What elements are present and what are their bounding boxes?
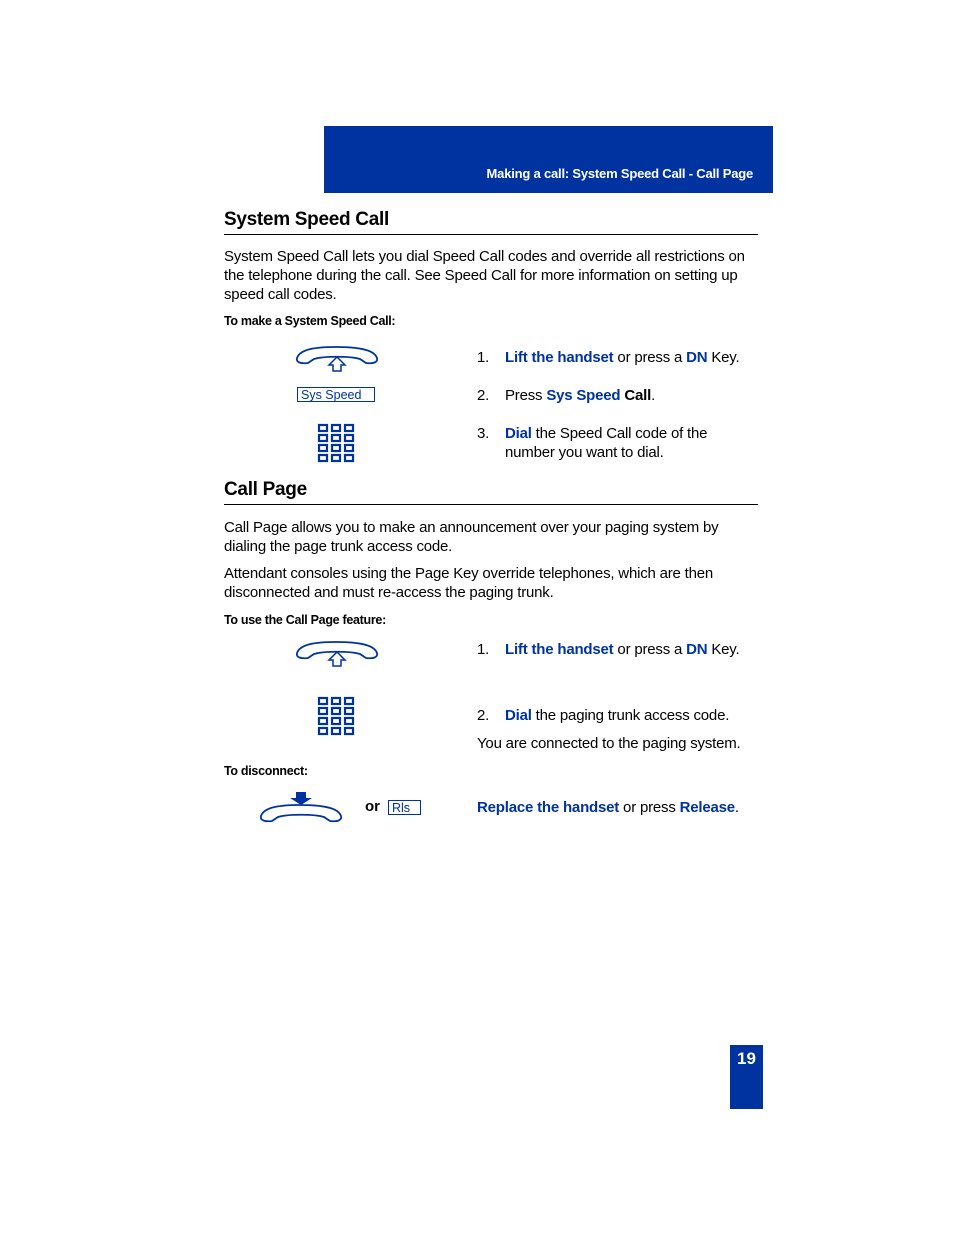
- rls-key[interactable]: Rls: [388, 800, 421, 815]
- dn-key-link[interactable]: DN: [686, 641, 708, 658]
- dial-link[interactable]: Dial: [505, 707, 532, 724]
- lift-handset-link[interactable]: Lift the handset: [505, 641, 614, 658]
- dialpad-icon: [317, 696, 357, 736]
- section-intro-2: Attendant consoles using the Page Key override telephones, which are then disconnected and must re-access the paging trunk.: [224, 565, 714, 601]
- subheading: To disconnect:: [224, 764, 308, 778]
- subheading: To use the Call Page feature:: [224, 613, 386, 627]
- step-3: 3. Dial the Speed Call code of the number you want to dial.: [477, 425, 708, 461]
- dn-key-link[interactable]: DN: [686, 349, 708, 366]
- handset-lift-icon: [294, 345, 380, 373]
- dial-link[interactable]: Dial: [505, 425, 532, 442]
- sys-speed-link[interactable]: Sys Speed: [546, 387, 621, 404]
- step-2: 2. Dial the paging trunk access code.: [477, 707, 730, 724]
- release-link[interactable]: Release: [679, 799, 735, 816]
- or-label: or: [365, 798, 380, 815]
- section-heading-call-page: Call Page: [224, 479, 758, 505]
- subheading: To make a System Speed Call:: [224, 314, 396, 328]
- step-1: 1. Lift the handset or press a DN Key.: [477, 349, 740, 366]
- step-1: 1. Lift the handset or press a DN Key.: [477, 641, 740, 658]
- step-note: You are connected to the paging system.: [477, 735, 741, 752]
- dialpad-icon: [317, 423, 357, 463]
- step-2: 2. Press Sys Speed Call.: [477, 387, 656, 404]
- header-title: Making a call: System Speed Call - Call Page: [486, 166, 753, 181]
- header-band: [324, 126, 773, 193]
- replace-handset-link[interactable]: Replace the handset: [477, 799, 620, 816]
- lift-handset-link[interactable]: Lift the handset: [505, 349, 614, 366]
- disconnect-instruction: Replace the handset or press Release.: [477, 799, 739, 816]
- sys-speed-key[interactable]: Sys Speed: [297, 387, 375, 402]
- section-intro-1: Call Page allows you to make an announcement over your paging system by dialing the page trunk access code.: [224, 519, 719, 555]
- handset-lift-icon: [294, 640, 380, 668]
- section-intro: System Speed Call lets you dial Speed Call codes and override all restrictions on the telephone during the call. See Speed Call for more information on setting up speed call codes.: [224, 248, 745, 303]
- page-number: 19: [730, 1045, 763, 1109]
- handset-replace-icon: [258, 792, 344, 826]
- section-heading-system-speed-call: System Speed Call: [224, 209, 758, 235]
